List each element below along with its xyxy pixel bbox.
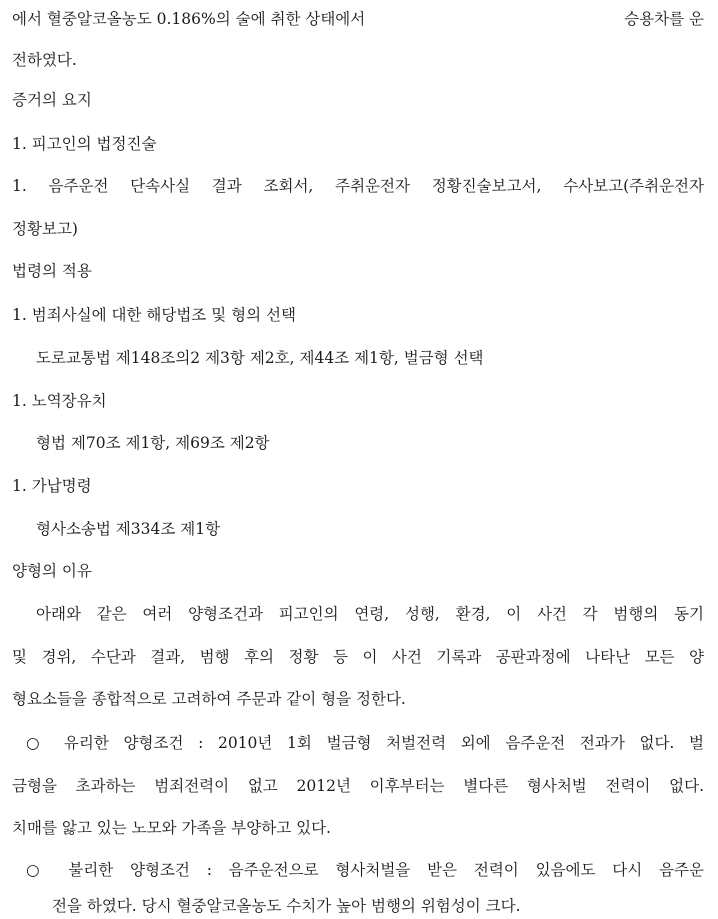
list-item: 1. 음주운전 단속사실 결과 조회서, 주취운전자 정황진술보고서, 수사보고(주취운전자 xyxy=(12,177,704,195)
text-line: 정황보고) xyxy=(12,220,78,238)
list-item: 1. 범죄사실에 대한 해당법조 및 형의 선택 xyxy=(12,306,296,324)
paragraph-line: ○ 불리한 양형조건 : 음주운전으로 형사처벌을 받은 전력이 있음에도 다시 음주운 xyxy=(26,861,704,879)
text-line xyxy=(12,8,704,30)
paragraph-line: 및 경위, 수단과 결과, 범행 후의 정황 등 이 사건 기록과 공판과정에 나타난 모든 양 xyxy=(12,648,704,666)
section-heading: 양형의 이유 xyxy=(12,562,92,580)
section-heading: 증거의 요지 xyxy=(12,91,92,109)
text-segment: 승용차를 운 xyxy=(624,10,704,28)
text-line: 도로교통법 제148조의2 제3항 제2호, 제44조 제1항, 벌금형 선택 xyxy=(36,349,484,367)
paragraph-line: 아래와 같은 여러 양형조건과 피고인의 연령, 성행, 환경, 이 사건 각 범행의 동기 xyxy=(36,605,704,623)
list-item: 1. 피고인의 법정진술 xyxy=(12,135,157,153)
text-line: 형법 제70조 제1항, 제69조 제2항 xyxy=(36,434,270,452)
text-line: 전하였다. xyxy=(12,51,77,69)
paragraph-line: 형요소들을 종합적으로 고려하여 주문과 같이 형을 정한다. xyxy=(12,690,406,708)
text-line: 형사소송법 제334조 제1항 xyxy=(36,520,221,538)
paragraph-line: 치매를 앓고 있는 노모와 가족을 부양하고 있다. xyxy=(12,819,331,837)
list-item: 1. 가납명령 xyxy=(12,477,92,495)
paragraph-line: 금형을 초과하는 범죄전력이 없고 2012년 이후부터는 별다른 형사처벌 전력이 없다. xyxy=(12,777,704,795)
section-heading: 법령의 적용 xyxy=(12,262,92,280)
paragraph-line: ○ 유리한 양형조건 : 2010년 1회 벌금형 처벌전력 외에 음주운전 전과가 없다. 벌 xyxy=(26,734,704,752)
list-item: 1. 노역장유치 xyxy=(12,392,107,410)
text-segment: 에서 혈중알코올농도 0.186%의 술에 취한 상태에서 xyxy=(12,10,366,28)
paragraph-line: 전을 하였다. 당시 혈중알코올농도 수치가 높아 범행의 위험성이 크다. xyxy=(52,897,521,915)
